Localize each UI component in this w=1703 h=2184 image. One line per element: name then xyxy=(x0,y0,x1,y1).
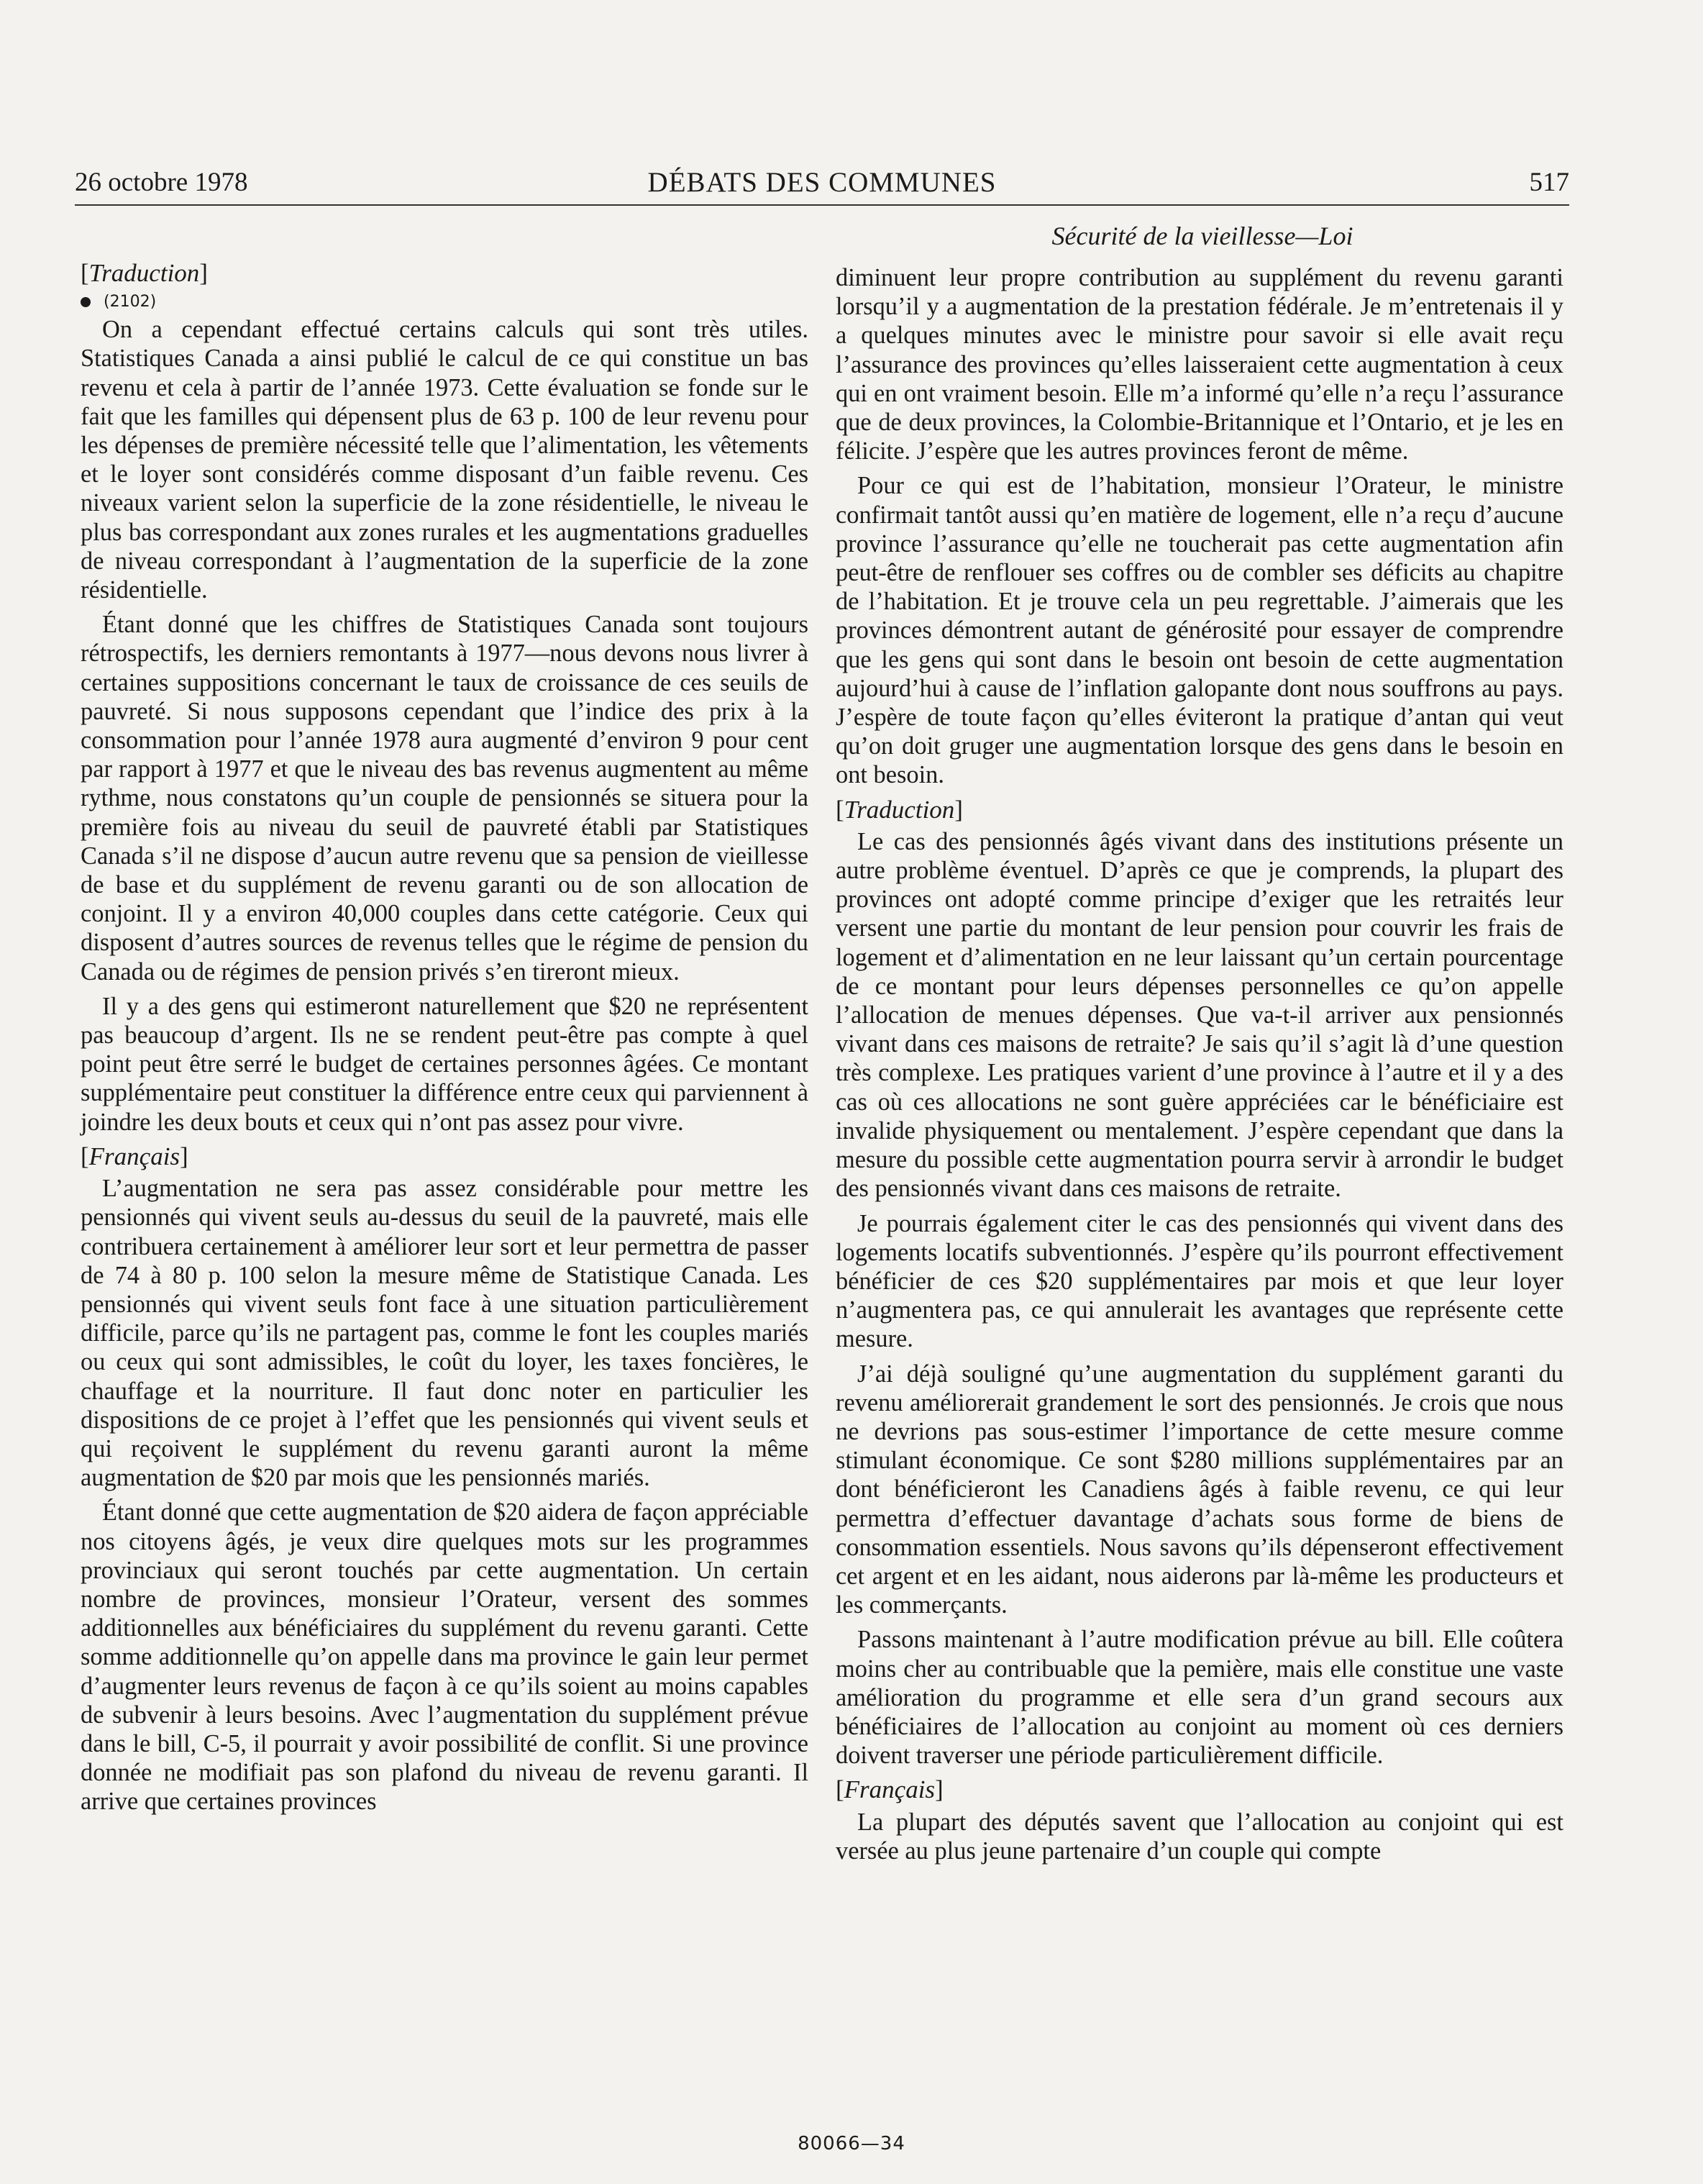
paragraph: Pour ce qui est de l’habitation, monsieur l’Orateur, le ministre confirmait tantôt aussi qu’en matière de logement, elle n’a reçu d’aucune province l’assurance qu’elle ne toucherait pas cette augmentation afin peut-être de renflouer ses coffres ou de combler ses déficits au chapitre de l’habitation. Et je trouve cela un peu regrettable. J’aimerais que les provinces démontrent autant de générosité pour essayer de comprendre que les gens qui sont dans le besoin ont besoin de cette augmentation aujourd’hui à cause de l’inflation galopante dont nous souffrons au pays. J’espère de toute façon qu’elles éviteront la pratique d’antan qui veut qu’on doit gruger une augmentation lorsque des gens dans le besoin en ont besoin. xyxy=(836,472,1563,789)
header-rule xyxy=(75,204,1569,206)
page-footer: 80066—34 xyxy=(798,2133,905,2155)
section-label: [Français] xyxy=(81,1142,188,1170)
header-title: DÉBATS DES COMMUNES xyxy=(647,167,997,198)
section-label: [Traduction] xyxy=(836,795,963,824)
paragraph: Je pourrais également citer le cas des pensionnés qui vivent dans des logements locatifs subventionnés. J’espère qu’ils pourront effectivement bénéficier de ces $20 supplémentaires par mois et que leur loyer n’augmentera pas, ce qui annulerait les avantages que représente cette mesure. xyxy=(836,1209,1563,1353)
paragraph: La plupart des députés savent que l’allocation au conjoint qui est versée au plus jeune partenaire d’un couple qui compte xyxy=(836,1808,1563,1865)
time-marker: (2102) xyxy=(81,291,808,314)
header-date: 26 octobre 1978 xyxy=(75,168,248,197)
paragraph: Passons maintenant à l’autre modification prévue au bill. Elle coûtera moins cher au contribuable que la pemière, mais elle constitue une vaste amélioration du programme et elle sera d’un grand secours aux bénéficiaires de l’allocation au conjoint au moment où ces derniers doivent traverser une période particulièrement difficile. xyxy=(836,1626,1563,1770)
paragraph: On a cependant effectué certains calculs qui sont très utiles. Statistiques Canada a ainsi publié le calcul de ce qui constitue un bas revenu et cela à partir de l’année 1973. Cette évaluation se fonde sur le fait que les familles qui dépensent plus de 63 p. 100 de leur revenu pour les dépenses de première nécessité telle que l’alimentation, les vêtements et le loyer sont considérés comme disposant d’un faible revenu. Ces niveaux varient selon la superficie de la zone résidentielle, le niveau le plus bas correspondant aux zones rurales et les augmentations graduelles de niveau correspondant à l’augmentation de la superficie de la zone résidentielle. xyxy=(81,316,808,604)
bullet-icon xyxy=(81,297,91,307)
paragraph: Étant donné que les chiffres de Statistiques Canada sont toujours rétrospectifs, les derniers remontants à 1977—nous devons nous livrer à certaines suppositions concernant le taux de croissance de ces seuils de pauvreté. Si nous supposons cependant que l’indice des prix à la consommation pour l’année 1978 aura augmenté d’environ 9 pour cent par rapport à 1977 et que le niveau des bas revenus augmentent au même rythme, nous constatons qu’un couple de pensionnés se situera pour la première fois au niveau du seuil de pauvreté établi par Statistiques Canada s’il ne dispose d’aucun autre revenu que sa pension de vieillesse de base et du supplément de revenu garanti ou de son allocation de conjoint. Il y a environ 40,000 couples dans cette catégorie. Ceux qui disposent d’autres sources de revenus telles que le régime de pension du Canada ou de régimes de pension privés s’en tireront mieux. xyxy=(81,611,808,986)
paragraph: J’ai déjà souligné qu’une augmentation du supplément garanti du revenu améliorerait grandement le sort des pensionnés. Je crois que nous ne devrions pas sous-estimer l’importance de cette mesure comme stimulant économique. Ce sont $280 millions supplémentaires par an dont bénéficieront les Canadiens âgés à faible revenu, ce qui leur permettra d’effectuer davantage d’achats sous forme de biens de consommation essentiels. Nous savons qu’ils dépenseront effectivement cet argent et en les aidant, nous aiderons par là-même les producteurs et les commerçants. xyxy=(836,1360,1563,1619)
left-column xyxy=(81,258,808,1822)
page-header xyxy=(75,164,1569,201)
page-number: 517 xyxy=(1529,168,1569,197)
running-title: Sécurité de la vieillesse—Loi xyxy=(1051,222,1353,250)
right-column xyxy=(836,263,1563,1871)
paragraph: diminuent leur propre contribution au supplément du revenu garanti lorsqu’il y a augmentation de la prestation fédérale. Je m’entretenais il y a quelques minutes avec le ministre pour savoir si elle avait reçu l’assurance des provinces qu’elles laisseraient cette augmentation à ceux qui en ont vraiment besoin. Elle m’a informé qu’elle n’a reçu l’assurance que de deux provinces, la Colombie-Britannique et l’Ontario, et je les en félicite. J’espère que les autres provinces feront de même. xyxy=(836,264,1563,465)
section-label: [Français] xyxy=(836,1775,944,1804)
paragraph: Le cas des pensionnés âgés vivant dans des institutions présente un autre problème éventuel. D’après ce que je comprends, la plupart des provinces ont adopté comme principe d’exiger que les retraités leur versent une partie du montant de leur pension pour couvrir les frais de logement et d’alimentation en ne leur laissant qu’un certain pourcentage de ce montant pour leurs dépenses personnelles ce qu’on appelle l’allocation de menues dépenses. Que va-t-il arriver aux pensionnés vivant dans ces maisons de retraite? Je sais qu’il s’agit là d’une question très complexe. Les pratiques varient d’une province à l’autre et il y a des cas où ces allocations ne sont guère appréciées car le bénéficiaire est invalide physiquement ou mentalement. J’espère cependant que dans la mesure du possible cette augmentation pourra servir à arrondir le budget des pensionnés vivant dans ces maisons de retraite. xyxy=(836,827,1563,1203)
section-label: [Traduction] xyxy=(81,259,208,287)
paragraph: Étant donné que cette augmentation de $20 aidera de façon appréciable nos citoyens âgés, je veux dire quelques mots sur les programmes provinciaux qui seront touchés par cette augmentation. Un certain nombre de provinces, monsieur l’Orateur, versent des sommes additionnelles aux bénéficiaires du supplément du revenu garanti. Cette somme additionnelle qu’on appelle dans ma province le gain leur permet d’augmenter leurs revenus de façon à ce qu’ils soient au moins capables de subvenir à leurs besoins. Avec l’augmentation du supplément prévue dans le bill, C-5, il pourrait y avoir possibilité de conflit. Si une province donnée ne modifiait pas son plafond du niveau de revenu garanti. Il arrive que certaines provinces xyxy=(81,1498,808,1816)
paragraph: Il y a des gens qui estimeront naturellement que $20 ne représentent pas beaucoup d’argent. Ils ne se rendent peut-être pas compte à quel point peut être serré le budget de certaines personnes âgées. Ce montant supplémentaire peut constituer la différence entre ceux qui parviennent à joindre les deux bouts et ceux qui n’ont pas assez pour vivre. xyxy=(81,992,808,1136)
paragraph: L’augmentation ne sera pas assez considérable pour mettre les pensionnés qui vivent seuls au-dessus du seuil de la pauvreté, mais elle contribuera certainement à améliorer leur sort et leur permettra de passer de 74 à 80 p. 100 selon la mesure même de Statistique Canada. Les pensionnés qui vivent seuls font face à une situation particulièrement difficile, parce qu’ils ne partagent pas, comme le font les couples mariés ou ceux qui sont admissibles, le coût du loyer, les taxes foncières, le chauffage et la nourriture. Il faut donc noter en particulier les dispositions de ce projet à l’effet que les pensionnés qui vivent seuls et qui reçoivent le supplément du revenu garanti auront la même augmentation de $20 par mois que les pensionnés mariés. xyxy=(81,1175,808,1492)
